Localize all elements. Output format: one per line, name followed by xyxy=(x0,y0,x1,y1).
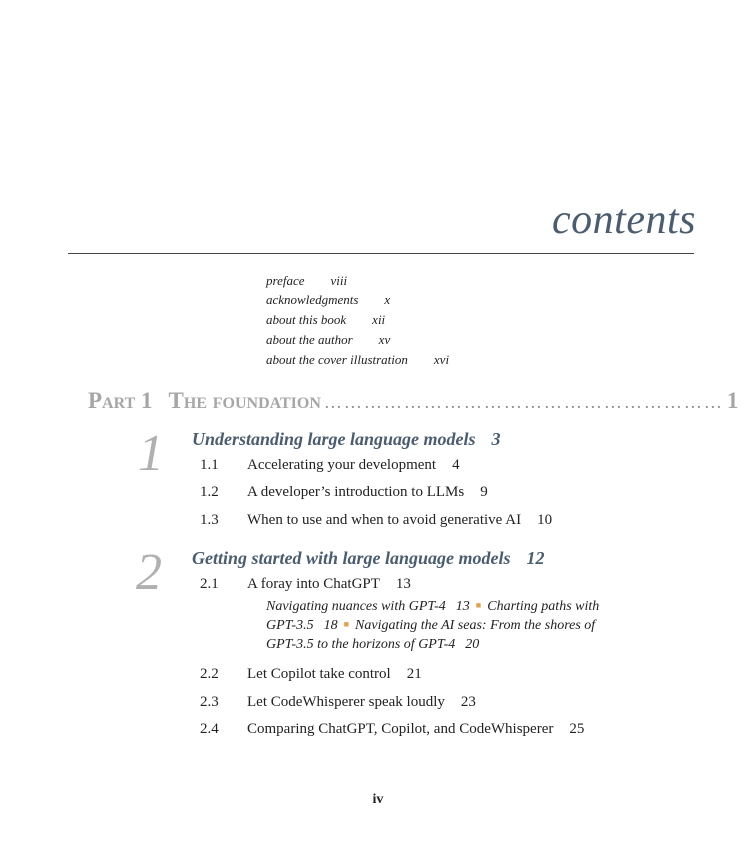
toc-entry-acknowledgments[interactable] xyxy=(266,292,390,308)
toc-entry-about-the-author[interactable] xyxy=(266,332,390,348)
toc-section[interactable] xyxy=(200,721,584,738)
entry-page: viii xyxy=(330,273,348,288)
entry-title: preface xyxy=(266,273,305,288)
subsection-title-part[interactable]: GPT-3.5 to the horizons of GPT-4 xyxy=(266,637,456,652)
entry-page: xii xyxy=(372,312,386,327)
entry-title: about this book xyxy=(266,312,347,327)
section-page: 23 xyxy=(460,694,476,710)
section-page: 13 xyxy=(395,576,411,592)
chapter-title-text: Getting started with large language models xyxy=(192,548,511,568)
chapter-page: 12 xyxy=(526,548,545,568)
section-number: 1.1 xyxy=(200,457,219,473)
section-number: 2.1 xyxy=(200,576,219,592)
entry-title: about the cover illustration xyxy=(266,352,408,367)
entry-title: about the author xyxy=(266,332,353,347)
subsection-title-part[interactable]: GPT-3.5 xyxy=(266,618,314,633)
chapter-title[interactable] xyxy=(192,429,501,450)
subsection-page: 20 xyxy=(465,637,480,652)
toc-section[interactable] xyxy=(200,512,552,529)
toc-section[interactable] xyxy=(200,457,460,474)
subsection-line xyxy=(266,616,595,636)
section-page: 10 xyxy=(537,512,553,528)
chapter-number: 1 xyxy=(138,425,164,482)
bullet-icon: ■ xyxy=(475,600,482,610)
section-title: Comparing ChatGPT, Copilot, and CodeWhisperer xyxy=(247,721,554,737)
part-label: Part 1 xyxy=(88,388,153,413)
subsection-page: 13 xyxy=(455,599,470,614)
subsection-line xyxy=(266,597,599,617)
section-title: A developer’s introduction to LLMs xyxy=(247,484,465,500)
section-number: 2.4 xyxy=(200,721,219,737)
toc-section[interactable] xyxy=(200,666,422,683)
entry-page: xv xyxy=(378,332,391,347)
subsection-page: 18 xyxy=(323,618,338,633)
section-page: 9 xyxy=(480,484,488,500)
entry-title: acknowledgments xyxy=(266,292,359,307)
section-title: Accelerating your development xyxy=(247,457,437,473)
toc-entry-about-this-book[interactable] xyxy=(266,312,385,328)
part-heading[interactable] xyxy=(88,388,739,418)
toc-section[interactable] xyxy=(200,694,476,711)
section-number: 2.3 xyxy=(200,694,219,710)
chapter-number: 2 xyxy=(136,544,162,601)
leader-dots: …………………………………………………… xyxy=(323,392,724,412)
part-page: 1 xyxy=(726,388,739,413)
page-title: contents xyxy=(552,197,696,243)
bullet-icon: ■ xyxy=(343,619,350,629)
entry-page: x xyxy=(384,292,391,307)
chapter-title-text: Understanding large language models xyxy=(192,429,476,449)
section-title: A foray into ChatGPT xyxy=(247,576,380,592)
entry-page: xvi xyxy=(433,352,450,367)
chapter-title[interactable] xyxy=(192,548,545,569)
subsection-title-part[interactable]: Navigating the AI seas: From the shores of xyxy=(355,618,596,633)
toc-entry-preface[interactable] xyxy=(266,273,347,289)
section-number: 1.2 xyxy=(200,484,219,500)
section-page: 21 xyxy=(406,666,422,682)
section-number: 2.2 xyxy=(200,666,219,682)
page-number: iv xyxy=(372,792,384,807)
section-title: Let Copilot take control xyxy=(247,666,391,682)
section-title: Let CodeWhisperer speak loudly xyxy=(247,694,445,710)
subsection-title[interactable]: Navigating nuances with GPT-4 xyxy=(266,599,446,614)
section-page: 4 xyxy=(452,457,460,473)
subsection-line xyxy=(266,635,479,654)
subsection-title-part[interactable]: Charting paths with xyxy=(487,599,600,614)
title-rule xyxy=(68,253,694,254)
section-title: When to use and when to avoid generative AI xyxy=(247,512,522,528)
section-number: 1.3 xyxy=(200,512,219,528)
toc-section[interactable] xyxy=(200,576,411,593)
part-title: The foundation xyxy=(168,388,321,413)
toc-section[interactable] xyxy=(200,484,488,501)
toc-entry-about-the-cover[interactable] xyxy=(266,352,449,368)
chapter-page: 3 xyxy=(491,429,501,449)
section-page: 25 xyxy=(569,721,585,737)
